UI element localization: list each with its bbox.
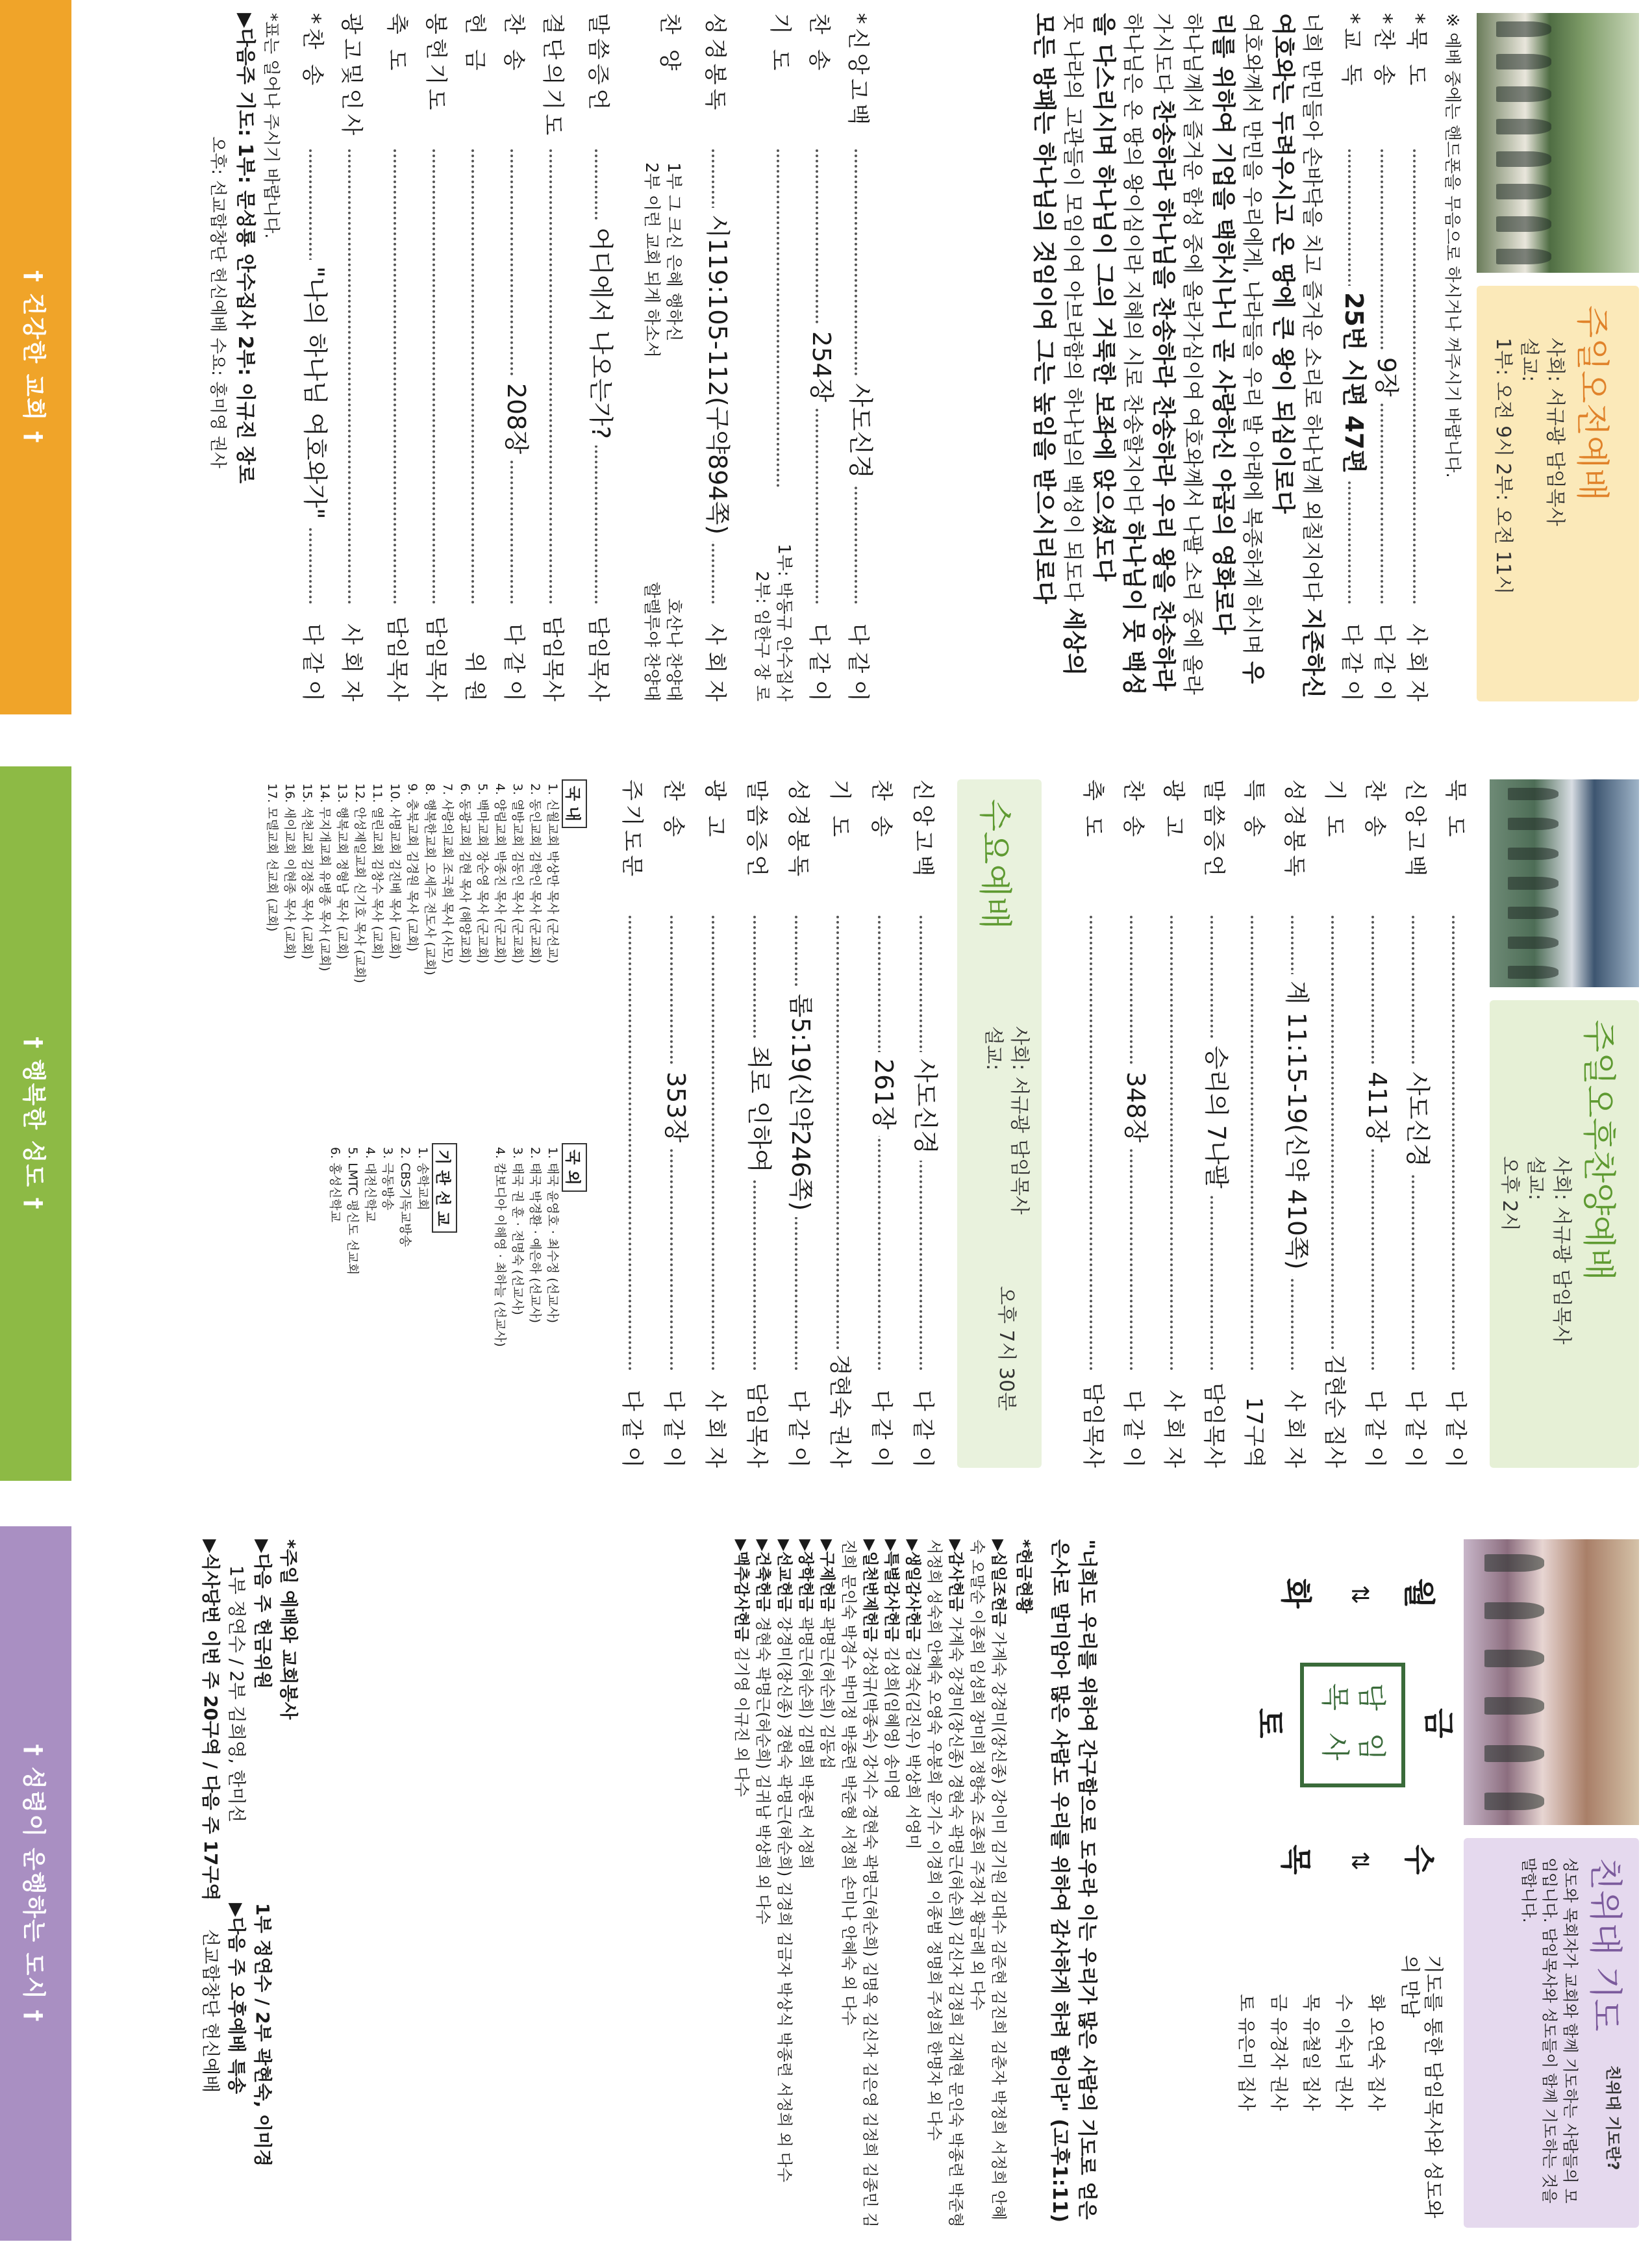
day-fri: 금 — [1420, 1708, 1457, 1739]
leader-dots — [394, 149, 396, 604]
table-row — [456, 779, 473, 987]
table-row — [368, 779, 386, 987]
leader-dots — [629, 916, 631, 1370]
row-label: 광 고 — [1160, 779, 1186, 841]
row-label: 말씀증언 — [1201, 779, 1227, 881]
row-label: 찬 양 — [657, 13, 682, 75]
row-content: 롬5:19(신약246쪽) — [786, 987, 816, 1217]
table-row — [421, 779, 438, 987]
row-person: 김현순 집사 — [1320, 1350, 1349, 1468]
row-person: 사 회 자 — [1401, 620, 1431, 701]
offering-title: ▶십일조헌금 — [990, 1539, 1008, 1627]
row-label: 기 도 — [827, 779, 853, 841]
row-label: *찬 송 — [299, 13, 325, 90]
mission-entry: 11. 열린교회 김창수 목사 (교회) — [370, 783, 384, 960]
table-row — [403, 779, 421, 987]
mission-entry: 1. 신월교회 박상만 목사 (군선교) — [545, 783, 560, 964]
reading-line: 뭇 나라의 고관들이 모임이여 아브라함의 하나님의 백성이 되도다 — [1061, 13, 1086, 601]
reading-response: 세상의 모든 방패는 하나님의 것임이여 그는 높임을 받으시리로다 — [1031, 13, 1087, 676]
reading-response: 지존하신 여호와는 두려우시고 온 땅에 큰 왕이 되심이로다 — [1270, 13, 1326, 699]
mission-entry: 1. 태국 윤영호 · 최수정 (선교사) — [545, 1147, 560, 1324]
prayer-photo — [1464, 1539, 1639, 1825]
row-person: 다 같 이 — [908, 1386, 938, 1468]
row-content: 시119:105-112(구약894쪽) — [703, 208, 732, 541]
mission-entry: 9. 충북교회 김경원 목사 (교회) — [405, 783, 419, 952]
leader-dots — [777, 149, 779, 487]
row-label: 광고및인사 — [338, 13, 364, 140]
next-week-offering-header: ▶다음 주 헌금위원 — [252, 1539, 273, 1689]
reading-line: 하나님께서 즐거운 함성 중에 올라가심이여 여호와께서 나팔 소리 중에 올라가시도다 — [1151, 13, 1205, 695]
mission-entry: 2. 동인교회 김학인 목사 (군교회) — [528, 783, 542, 964]
row-label: *묵 도 — [1403, 13, 1429, 90]
row-person: 다 같 이 — [1369, 620, 1399, 701]
schedule-item: 금 유경자 권사 — [1268, 1994, 1290, 2111]
leader-dots — [1090, 916, 1092, 1370]
row-label: 찬 송 — [501, 13, 527, 75]
leader-dots — [1413, 149, 1416, 604]
next-week-prayer-2: 오후: 선교합창단 헌신예배 수요: 홍미영 권사 — [208, 136, 227, 468]
afternoon-wednesday-column — [0, 766, 1652, 1481]
offering-names: 김성희(임혜영) 송미영 — [882, 1646, 901, 1800]
schedule-item: 목 유철일 집사 — [1301, 1994, 1322, 2111]
missions-section — [94, 779, 587, 1468]
worship-photo — [1477, 13, 1639, 273]
mission-entry: 5. 백마교회 장순영 목사 (군교회) — [475, 783, 490, 964]
prayer-desc: 성도와 목회자가 교회와 함께 기도하는 사람들의 모임입니다. 담임목사와 성도들이 함께 기도하는 것을 말합니다. — [1520, 1858, 1579, 2204]
table-row — [344, 1143, 361, 1279]
table-row — [414, 1143, 431, 1279]
leader-dots — [1170, 916, 1173, 1370]
sunday-afternoon-info-1: 사회: 서규광 담임목사 — [1550, 1156, 1573, 1344]
mission-entry: 8. 행복한교회 오세주 전도사 (교회) — [423, 783, 437, 976]
standing-footnote: *표는 일어나 주시기 바랍니다. — [261, 13, 281, 239]
row-content: 1부 그 크신 은혜 행하신 2부 이런 교회 되게 하소서 — [642, 162, 683, 358]
row-person: 다 같 이 — [617, 1386, 647, 1468]
next-week-prayer: ▶다음주 기도: 1부: 문성룡 안수집사 2부: 이규진 장로 — [234, 13, 257, 484]
row-label: *교 독 — [1338, 13, 1364, 90]
offering-list — [731, 1539, 1009, 2228]
mission-entry: 3. 태국 권 훈 · 전명숙 (선교사) — [510, 1147, 525, 1315]
row-person: 경현숙 권사 — [825, 1350, 855, 1468]
row-label: 축 도 — [384, 13, 410, 75]
offering-title: ▶건축헌금 — [754, 1539, 772, 1612]
offering-names: 경현숙 곽명근(허순희) 김귀남 박상희 외 다수 — [754, 1616, 772, 1925]
row-content: 9장 — [1371, 351, 1401, 403]
row-label: 묵 도 — [1442, 779, 1468, 841]
reading-response: 하나님이 뭇 백성을 다스리시며 하나님이 그의 거룩한 보좌에 앉으셨도다 — [1090, 13, 1147, 696]
row-label: 찬 송 — [660, 779, 686, 841]
sunday-morning-column — [0, 0, 1652, 714]
row-person: 다 같 이 — [866, 1386, 896, 1468]
leader-dots — [1331, 916, 1334, 1370]
domestic-missions-header: 국 내 — [562, 779, 587, 828]
offering-item — [752, 1539, 773, 2228]
row-content: 411장 — [1362, 1065, 1392, 1149]
prayer-header: 기도를 통한 담임목사와 성도와의 만남 — [1398, 1955, 1444, 2219]
row-label: 말씀증언 — [585, 13, 611, 114]
row-content: 사도신경 — [845, 377, 875, 485]
mission-entry: 16. 새이교회 이현종 목사 (교회) — [282, 783, 297, 960]
table-row — [333, 779, 351, 987]
pastor-box — [1300, 1663, 1405, 1787]
prayer-diagram — [1113, 1539, 1457, 2228]
domestic-missions-table — [263, 779, 561, 987]
offering-names: 곽명근(허순희) 김명희 박종련 서정희 — [797, 1616, 815, 1870]
row-person: 사 회 자 — [700, 1386, 730, 1468]
row-label: 찬 송 — [1120, 779, 1146, 841]
footer-strip-middle: † 행복한 성도 † — [0, 766, 71, 1481]
row-person: 호산나 찬양대 할렐루야 찬양대 — [640, 578, 684, 701]
wednesday-order-of-service — [600, 779, 938, 1468]
pastor-box-bottom: 목 사 — [1318, 1683, 1351, 1767]
reading-line: 하나님은 온 땅의 왕이심이라 지혜의 시로 찬송할지어다 — [1121, 13, 1145, 515]
leader-dots — [549, 149, 552, 604]
offering-names: 강경미(장신종) 경현숙 곽명근(허순희) 김경희 김금자 박상식 박종련 서정희 외 다수 — [775, 1616, 794, 2183]
footer-strip-right: † 성령이 운행하는 도시 † — [0, 1526, 71, 2241]
prayer-subtitle: 친위대 기도란? — [1604, 2065, 1622, 2171]
row-person: 사 회 자 — [1279, 1386, 1309, 1468]
mission-entry: 1. 송학교회 — [416, 1147, 430, 1211]
row-person: 담임목사 — [742, 1379, 771, 1468]
offering-title: ▶감사헌금 — [947, 1539, 965, 1612]
sunday-afternoon-info-3: 오후 2시 — [1498, 1156, 1521, 1231]
row-label: 결단의기도 — [540, 13, 566, 140]
sunday-morning-info-2: 설교: — [1518, 338, 1540, 383]
table-row — [438, 779, 456, 987]
table-row — [526, 1143, 544, 1351]
table-row — [263, 779, 281, 987]
prayer-offering-column — [0, 1526, 1652, 2241]
table-row — [298, 779, 316, 987]
offering-item — [902, 1539, 923, 2228]
reading-response: 우리를 위하여 기업을 택하시나니 곧 사랑하신 야곱의 영화로다 — [1210, 13, 1266, 684]
service-duties — [94, 1539, 301, 2228]
next-week-offering: 1부 정연수 / 2부 김희영, 한미선 — [226, 1565, 247, 1822]
pastor-box-top: 담 임 — [1355, 1683, 1388, 1767]
row-label: 성경봉독 — [1281, 779, 1307, 881]
sunday-afternoon-info-2: 설교: — [1524, 1156, 1547, 1201]
leader-dots — [836, 916, 839, 1370]
row-person: 담임목사 — [538, 612, 568, 701]
wednesday-info-2: 설교: — [982, 1026, 1005, 1071]
row-person: 다 같 이 — [1118, 1386, 1148, 1468]
row-person: 다 같 이 — [1336, 620, 1366, 701]
row-person: 위 원 — [460, 648, 490, 702]
mission-entry: 2. 태국 박경환 · 예은하 (선교사) — [528, 1147, 542, 1324]
row-content: 어디에서 나오는가? — [586, 221, 616, 446]
reading-line: 너희 만민들아 손바닥을 치고 즐거운 소리로 하나님께 외칠지어다 — [1300, 13, 1325, 601]
row-label: *찬 송 — [1371, 13, 1397, 90]
row-label: 말씀증언 — [744, 779, 770, 881]
prayer-schedule — [1230, 1994, 1392, 2111]
order-of-service-bottom — [81, 13, 873, 701]
offering-title: ▶선교헌금 — [775, 1539, 794, 1612]
row-person: 다 같 이 — [499, 620, 529, 701]
table-row — [326, 1143, 344, 1279]
table-row — [508, 1143, 526, 1351]
prayer-title: 친위대 기도 — [1585, 1858, 1624, 2032]
row-content: 353장 — [661, 1065, 691, 1149]
table-row — [526, 779, 544, 987]
table-row — [386, 779, 403, 987]
table-row — [544, 779, 561, 987]
row-person: 담임목사 — [583, 612, 613, 701]
row-content: 사도신경 — [1403, 1065, 1433, 1174]
offering-title: ▶일천번제헌금 — [861, 1539, 879, 1642]
duties-header: *주일 예배와 교회봉사 — [278, 1539, 299, 1720]
schedule-item: 토 유은미 집사 — [1236, 1994, 1257, 2111]
row-label: 축 도 — [1080, 779, 1106, 841]
leader-dots — [348, 149, 351, 604]
offering-item — [731, 1539, 752, 2228]
row-label: 찬 송 — [806, 13, 832, 75]
mission-entry: 10. 사명교회 김진배 목사 (교회) — [388, 783, 402, 960]
offering-names: 김경숙(김진우) 박상희 서영미 — [904, 1646, 922, 1850]
mission-entry: 3. 극동방송 — [381, 1147, 395, 1211]
schedule-item: 화 오연숙 집사 — [1366, 1994, 1387, 2111]
row-person: 17구역 — [1239, 1393, 1269, 1468]
offering-names: 가계숙 강경미(장신종) 경현숙 곽명근(허순희) 김신자 김정희 김재현 문인숙 박종련 박준형 서정희 성숙희 안혜숙 오영숙 우봉희 윤기수 이경희 이종범 정명희 주성희 한명자 외 다수 — [925, 1539, 965, 2228]
row-person: 다 같 이 — [1360, 1386, 1390, 1468]
table-row — [351, 779, 368, 987]
leader-dots — [1251, 916, 1253, 1370]
service-row — [632, 13, 684, 701]
day-mon: 월 — [1401, 1578, 1437, 1609]
offering-header: *헌금현황 — [1014, 1539, 1033, 1614]
day-sat: 토 — [1251, 1708, 1288, 1739]
table-row — [544, 1143, 561, 1351]
row-person: 사 회 자 — [336, 620, 366, 701]
row-content: 죄로 인하여 — [744, 1039, 774, 1179]
mission-entry: 4. 캄보디아 이해영 · 최하늘 (선교사) — [493, 1147, 507, 1347]
arrow-icon: ⇅ — [1346, 1851, 1373, 1871]
meal-duty: ▶식사당번 이번 주 20구역 / 다음 주 17구역 — [200, 1539, 221, 1901]
row-person: 다 같 이 — [804, 620, 834, 701]
offering-title: ▶맥추감사헌금 — [732, 1539, 751, 1642]
table-row — [396, 1143, 414, 1279]
row-content: 208장 — [501, 377, 531, 460]
mission-entry: 14. 무지개교회 유병종 목사 (교회) — [318, 783, 332, 972]
table-row — [379, 1143, 396, 1279]
wednesday-title: 수요예배 — [975, 799, 1014, 929]
row-label: 신앙고백 — [1402, 779, 1428, 881]
row-content: 승리의 7나팔 — [1201, 1039, 1231, 1195]
leader-dots — [1452, 916, 1455, 1370]
row-person: 다 같 이 — [783, 1386, 813, 1468]
mission-entry: 4. 대전신학교 — [363, 1147, 377, 1222]
row-person: 다 같 이 — [297, 620, 327, 701]
mission-entry: 3. 열방교회 김동인 목사 (군교회) — [510, 783, 525, 964]
row-content: 사도신경 — [910, 1052, 940, 1161]
mission-entry: 13. 행복교회 정형남 목사 (교회) — [335, 783, 349, 960]
service-row — [743, 13, 795, 701]
row-person: 다 같 이 — [1440, 1386, 1470, 1468]
sunday-afternoon-title: 주일오후찬양예배 — [1579, 1020, 1618, 1281]
mission-entry: 6. 동광교회 김현 목사 (해양교회) — [458, 783, 472, 964]
row-person: 담임목사 — [1199, 1379, 1229, 1468]
mission-entry: 17. 모델교회 선교회 (교회) — [265, 783, 279, 932]
row-label: 기 도 — [767, 13, 793, 75]
row-content: 계 11:15-19(신약 410쪽) — [1282, 974, 1312, 1276]
leader-dots — [878, 916, 881, 1370]
offering-item — [795, 1539, 816, 2228]
row-label: *신앙고백 — [845, 13, 871, 129]
mission-entry: 12. 안성제일교회 신기호 목사 (교회) — [353, 783, 367, 983]
day-thu: 목 — [1277, 1845, 1314, 1875]
mission-entry: 15. 석천교회 김정중 목사 (교회) — [300, 783, 314, 960]
row-content: 25번 시편 47편 — [1339, 286, 1369, 480]
row-person: 다 같 이 — [843, 620, 873, 701]
sunday-morning-info-1: 사회: 서규광 담임목사 — [1544, 338, 1566, 526]
phone-notice: ※ 예배 중에는 핸드폰을 무음으로 하시거나 꺼주시기 바랍니다. — [1442, 13, 1462, 478]
wednesday-info-1: 사회: 서규광 담임목사 — [1008, 1026, 1031, 1215]
offering-title: ▶구제헌금 — [818, 1539, 836, 1612]
row-person: 사 회 자 — [1158, 1386, 1188, 1468]
row-person: 담임목사 — [421, 612, 451, 701]
offering-title: ▶특별감사헌금 — [882, 1539, 901, 1642]
row-person: 1부: 박동규 안수집사 2부: 임한구 장 로 — [751, 540, 795, 701]
reading-response: 찬송하라 하나님을 찬송하라 찬송하라 우리 왕을 찬송하라 — [1150, 99, 1177, 691]
table-row — [361, 1143, 379, 1279]
row-person: 사 회 자 — [700, 620, 730, 701]
order-of-service-top — [1334, 13, 1431, 701]
choir-photo — [1490, 779, 1639, 987]
responsive-reading — [1029, 13, 1327, 701]
row-label: 봉헌기도 — [423, 13, 449, 114]
sunday-morning-title: 주일오전예배 — [1572, 305, 1611, 501]
row-person: 다 같 이 — [1400, 1386, 1430, 1468]
wednesday-info-3: 오후 7시 30분 — [995, 1286, 1018, 1411]
offering-names: 가계숙 강경미(장신종) 강이미 김기원 김대수 김준현 김진희 김춘자 박정희 서정희 안혜숙 오말순 이종희 임성희 장미희 정향숙 조종희 주경자 황금례 외 다수 — [968, 1539, 1008, 2221]
row-content: 254장 — [807, 325, 836, 409]
row-content: "나의 하나님 여호와가" — [300, 260, 330, 526]
row-label: 성경봉독 — [785, 779, 811, 881]
foreign-missions-table — [491, 1143, 561, 1351]
row-person: 다 같 이 — [658, 1386, 688, 1468]
table-row — [491, 779, 508, 987]
mission-entry: 6. 홍성신학교 — [328, 1147, 342, 1222]
row-label: 헌 금 — [462, 13, 488, 75]
row-label: 찬 송 — [1362, 779, 1388, 841]
row-person: 담임목사 — [382, 612, 412, 701]
mission-entry: 2. CBS기독교방송 — [398, 1147, 412, 1247]
row-person: 담임목사 — [1078, 1379, 1108, 1468]
table-row — [281, 779, 298, 987]
offering-item — [838, 1539, 881, 2228]
table-row — [491, 1143, 508, 1351]
offering-item — [923, 1539, 966, 2228]
schedule-item: 수 이숙녀 권사 — [1333, 1994, 1355, 2111]
offering-title: ▶생일감사헌금 — [904, 1539, 922, 1642]
reading-line: 여호와께서 만민을 우리에게, 나라들을 우리 발 아래에 복종하게 하시며 — [1240, 13, 1265, 655]
foreign-missions-header: 국 외 — [562, 1143, 587, 1192]
row-label: 기 도 — [1321, 779, 1347, 841]
offering-names: 강성규(박종숙) 강지수 경현숙 곽명근(허순희) 김명옥 김신자 김은영 김정희 김종민 김진희 문인숙 박경수 박미정 박종련 박준형 서정희 손미나 안혜숙 외 다수 — [840, 1539, 879, 2228]
mission-entry: 7. 사랑의교회 조국희 목사 (사모) — [440, 783, 455, 964]
sunday-morning-info-3: 1부: 오전 9시 2부: 오전 11시 — [1492, 338, 1514, 595]
day-wed: 수 — [1401, 1845, 1437, 1875]
table-row — [316, 779, 333, 987]
row-label: 신앙고백 — [910, 779, 936, 881]
row-label: 광 고 — [702, 779, 728, 841]
mission-entry: 5. LMTC 평신도 선교회 — [345, 1147, 360, 1276]
leader-dots — [471, 149, 474, 604]
row-content: 261장 — [869, 1052, 899, 1136]
row-content: 348장 — [1121, 1065, 1151, 1149]
arrow-icon: ⇅ — [1346, 1585, 1373, 1605]
day-tue: 화 — [1277, 1578, 1314, 1609]
mission-entry: 4. 양림교회 박종진 목사 (군교회) — [493, 783, 507, 964]
offering-verse: "너희도 우리를 위하여 간구함으로 도우라 이는 우리가 많은 사람의 기도로 얻은 은사로 말미암아 많은 사람도 우리를 위하여 감사하게 하려 함이라" (고후1:11) — [1048, 1539, 1098, 2223]
org-missions-header: 기 관 선 교 — [432, 1143, 457, 1233]
org-missions-table — [326, 1143, 431, 1279]
next-next-week-offering: 1부 정연수 / 2부 곽현숙, 이미경 — [252, 1903, 273, 2167]
leader-dots — [432, 149, 435, 604]
row-label: 성경봉독 — [702, 13, 728, 114]
next-afternoon-special-2: 선교합창단 헌신예배 — [200, 1929, 221, 2093]
table-row — [508, 779, 526, 987]
offering-names: 김기영 이규진 외 다수 — [732, 1646, 751, 1797]
offering-item — [966, 1539, 1009, 2228]
offering-item — [816, 1539, 838, 2228]
row-label: 주기도문 — [619, 779, 645, 881]
offering-names: 곽명근(허순희) 김동섭 — [818, 1616, 836, 1769]
offering-section — [386, 1539, 1035, 2228]
leader-dots — [712, 916, 714, 1370]
offering-item — [881, 1539, 902, 2228]
footer-strip-left: † 건강한 교회 † — [0, 0, 71, 714]
afternoon-order-of-service — [1055, 779, 1470, 1468]
offering-item — [773, 1539, 795, 2228]
row-label: 찬 송 — [868, 779, 894, 841]
next-afternoon-special: ▶다음 주 오후예배 특송 — [226, 1903, 247, 2095]
offering-title: ▶장학헌금 — [797, 1539, 815, 1612]
table-row — [473, 779, 491, 987]
row-label: 특 송 — [1241, 779, 1267, 841]
